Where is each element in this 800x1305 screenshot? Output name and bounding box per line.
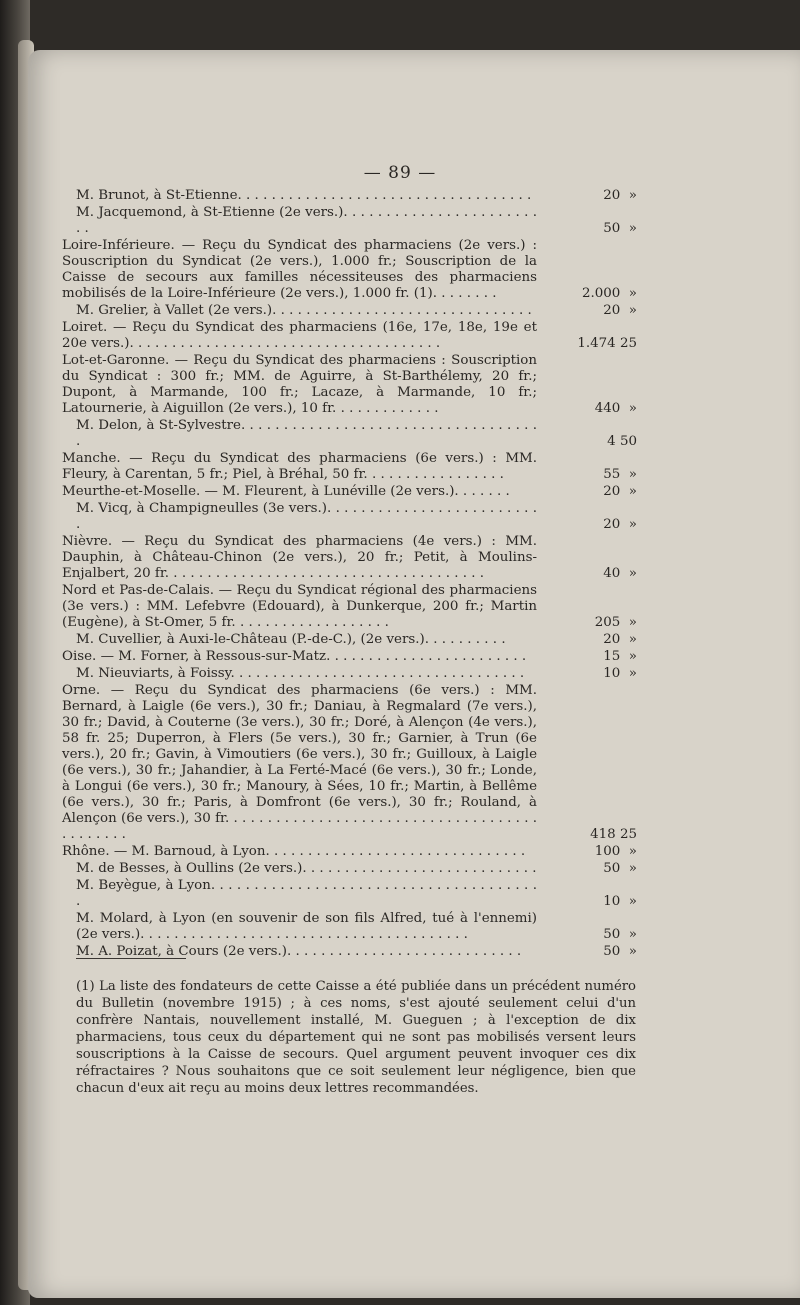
list-item bbox=[62, 583, 637, 631]
list-item bbox=[62, 534, 637, 582]
entry-text: M. Molard, à Lyon (en souvenir de son fils Alfred, tué à l'ennemi) (2e vers.). . . . . . . . . . . . . . . . . . . . . . . . . . . . . . . . . . . . . . . bbox=[76, 911, 537, 942]
entry-text: Manche. — Reçu du Syndicat des pharmaciens (6e vers.) : MM. Fleury, à Carentan, 5 fr.; Piel, à Bréhal, 50 fr. . . . . . . . . . . . . . . . . bbox=[62, 451, 537, 482]
entry-amount: 205 » bbox=[594, 615, 637, 630]
entry-text: Oise. — M. Forner, à Ressous-sur-Matz. . . . . . . . . . . . . . . . . . . . . . . . bbox=[62, 649, 527, 664]
entry-text: M. Nieuviarts, à Foissy. . . . . . . . . . . . . . . . . . . . . . . . . . . . . . . . . . . bbox=[76, 666, 525, 681]
entry-text: M. Grelier, à Vallet (2e vers.). . . . . . . . . . . . . . . . . . . . . . . . . . . . . . . bbox=[76, 303, 532, 318]
footnote: (1) La liste des fondateurs de cette Caisse a été publiée dans un précédent numéro du Bulletin (novembre 1915) ; à ces noms, s'est ajouté seulement celui d'un confrère Nantais, nouvellement installé, M. Gueguen ; à l'exception de dix pharmaciens, tous ceux du département qui ne sont pas mobilisés versent leurs souscriptions à la Caisse de secours. Quel argument peuvent invoquer ces dix réfractaires ? Nous souhaitons que ce soit seulement leur négligence, bien que chacun d'eux ait reçu au moins deux lettres recommandées. bbox=[76, 979, 636, 1096]
list-item bbox=[62, 683, 637, 843]
entry-amount: 10 » bbox=[603, 666, 637, 681]
entry-text: M. Cuvellier, à Auxi-le-Château (P.-de-C.), (2e vers.). . . . . . . . . . bbox=[76, 632, 506, 647]
entry-amount: 10 » bbox=[603, 894, 637, 909]
list-item bbox=[62, 666, 637, 682]
list-item bbox=[62, 844, 637, 860]
list-item bbox=[62, 303, 637, 319]
list-item bbox=[62, 205, 637, 237]
list-item bbox=[62, 238, 637, 302]
footnote-divider bbox=[76, 958, 186, 959]
entry-amount: 20 » bbox=[603, 484, 637, 499]
entry-amount: 20 » bbox=[603, 517, 637, 532]
list-item bbox=[62, 878, 637, 910]
entry-amount: 40 » bbox=[603, 566, 637, 581]
list-item bbox=[62, 188, 637, 204]
entry-text: M. Vicq, à Champigneulles (3e vers.). . . . . . . . . . . . . . . . . . . . . . . . . . bbox=[76, 501, 537, 532]
list-item bbox=[62, 418, 637, 450]
entry-amount: 55 » bbox=[603, 467, 637, 482]
entry-amount: 440 » bbox=[594, 401, 637, 416]
entry-text: Orne. — Reçu du Syndicat des pharmaciens (6e vers.) : MM. Bernard, à Laigle (6e vers.), 30 fr.; Daniau, à Regmalard (7e vers.), 30 fr.; David, à Couterne (3e vers.), 30 fr.; Doré, à Alençon (4e vers.), 58 fr. 25; Duperron, à Flers (5e vers.), 30 fr.; Garnier, à Trun (6e vers.), 20 fr.; Gavin, à Vimoutiers (6e vers.), 30 fr.; Guilloux, à Laigle (6e vers.), 30 fr.; Jahandier, à La Ferté-Macé (6e vers.), 30 fr.; Londe, à Longui (6e vers.), 30 fr.; Manoury, à Sées, 10 fr.; Martin, à Bellême (6e vers.), 30 fr.; Paris, à Domfront (6e vers.), 30 fr.; Rouland, à Alençon (6e vers.), 30 fr. . . . . . . . . . . . . . . . . . . . . . . . . . . . . . . . . . . . . . . . . . . . . bbox=[62, 683, 537, 842]
entry-text: M. A. Poizat, à Cours (2e vers.). . . . . . . . . . . . . . . . . . . . . . . . . . . . bbox=[76, 944, 522, 959]
entry-amount: 50 » bbox=[603, 221, 637, 236]
list-item bbox=[62, 484, 637, 500]
entry-text: M. Beyègue, à Lyon. . . . . . . . . . . . . . . . . . . . . . . . . . . . . . . . . . . . . . . bbox=[76, 878, 537, 909]
entry-amount: 15 » bbox=[603, 649, 637, 664]
list-item bbox=[62, 911, 637, 943]
entry-text: M. Brunot, à St-Etienne. . . . . . . . . . . . . . . . . . . . . . . . . . . . . . . . . . . bbox=[76, 188, 532, 203]
list-item bbox=[62, 632, 637, 648]
entry-amount: 50 » bbox=[603, 861, 637, 876]
page-number: — 89 — bbox=[363, 163, 437, 183]
entry-text: Lot-et-Garonne. — Reçu du Syndicat des pharmaciens : Souscription du Syndicat : 300 fr.; MM. de Aguirre, à St-Barthélemy, 20 fr.; Dupont, à Marmande, 100 fr.; Lacaze, à Marmande, 10 fr.; Latournerie, à Aiguillon (2e vers.), 10 fr. . . . . . . . . . . . . bbox=[62, 353, 537, 416]
entry-amount: 20 » bbox=[603, 303, 637, 318]
entry-amount: 2.000 » bbox=[581, 286, 637, 301]
list-item bbox=[62, 320, 637, 352]
list-item bbox=[62, 353, 637, 417]
entry-amount: 20 » bbox=[603, 188, 637, 203]
entry-amount: 50 » bbox=[603, 927, 637, 942]
donation-list bbox=[62, 188, 637, 961]
entry-text: Nièvre. — Reçu du Syndicat des pharmaciens (4e vers.) : MM. Dauphin, à Château-Chinon (2e vers.), 20 fr.; Petit, à Moulins-Enjalbert, 20 fr. . . . . . . . . . . . . . . . . . . . . . . . . . . . . . . . . . . . . . bbox=[62, 534, 537, 581]
entry-text: Loire-Inférieure. — Reçu du Syndicat des pharmaciens (2e vers.) : Souscription du Syndicat (2e vers.), 1.000 fr.; Souscription de la Caisse de secours aux familles nécessiteuses des pharmaciens mobilisés de la Loire-Inférieure (2e vers.), 1.000 fr. (1). . . . . . . . bbox=[62, 238, 537, 301]
list-item bbox=[62, 501, 637, 533]
entry-amount: 418 25 bbox=[590, 827, 637, 842]
list-item bbox=[62, 649, 637, 665]
list-item bbox=[62, 451, 637, 483]
entry-text: M. Jacquemond, à St-Etienne (2e vers.). . . . . . . . . . . . . . . . . . . . . . . . . bbox=[76, 205, 537, 236]
entry-amount: 100 » bbox=[594, 844, 637, 859]
entry-text: Loiret. — Reçu du Syndicat des pharmaciens (16e, 17e, 18e, 19e et 20e vers.). . . . . . . . . . . . . . . . . . . . . . . . . . . . . . . . . . . . . bbox=[62, 320, 537, 351]
entry-text: M. de Besses, à Oullins (2e vers.). . . . . . . . . . . . . . . . . . . . . . . . . . . . bbox=[76, 861, 537, 876]
list-item bbox=[62, 861, 637, 877]
entry-text: Rhône. — M. Barnoud, à Lyon. . . . . . . . . . . . . . . . . . . . . . . . . . . . . . . bbox=[62, 844, 526, 859]
entry-amount: 20 » bbox=[603, 632, 637, 647]
entry-amount: 4 50 bbox=[607, 434, 637, 449]
entry-amount: 1.474 25 bbox=[577, 336, 637, 351]
entry-text: M. Delon, à St-Sylvestre. . . . . . . . . . . . . . . . . . . . . . . . . . . . . . . . . . . . bbox=[76, 418, 537, 449]
entry-amount: 50 » bbox=[603, 944, 637, 959]
entry-text: Nord et Pas-de-Calais. — Reçu du Syndicat régional des pharmaciens (3e vers.) : MM. Lefebvre (Edouard), à Dunkerque, 200 fr.; Martin (Eugène), à St-Omer, 5 fr. . . . . . . . . . . . . . . . . . . bbox=[62, 583, 537, 630]
entry-text: Meurthe-et-Moselle. — M. Fleurent, à Lunéville (2e vers.). . . . . . . bbox=[62, 484, 510, 499]
